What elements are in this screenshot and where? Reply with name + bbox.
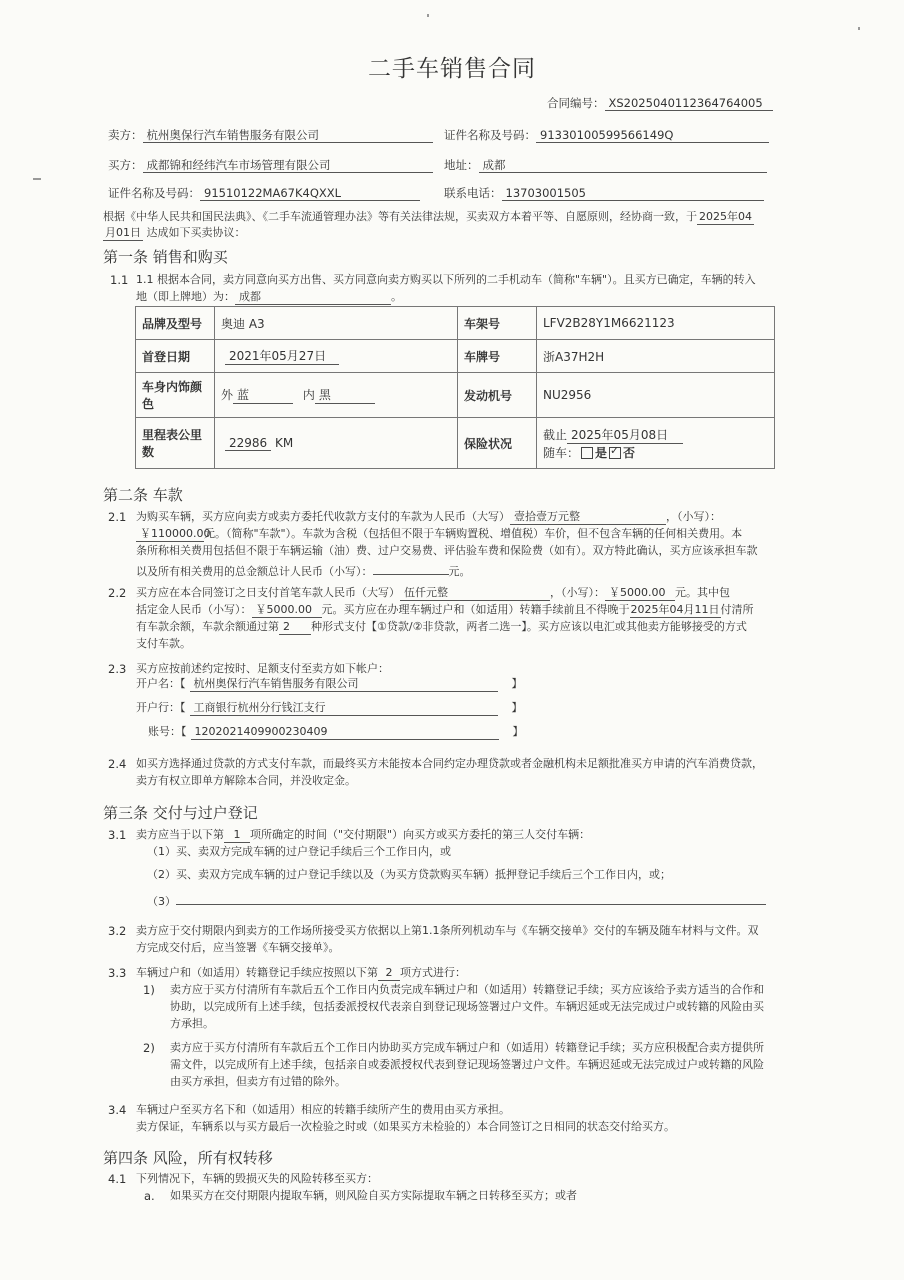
clause-2-1-line3: 条所称相关费用包括但不限于车辆运输（油）费、过户交易费、评估验车费和保险费（如有）。双方特此确认，买方应该承担车款 <box>136 544 758 557</box>
insurance-until <box>543 426 768 444</box>
clause-2-4-line2: 卖方有权立即单方解除本合同，并没收定金。 <box>136 774 356 787</box>
delivery-option: 1 <box>224 828 250 843</box>
clause-2-2-line2 <box>136 603 754 618</box>
clause-2-2-text-c: 元。其中包 <box>675 586 730 599</box>
balance-due-date: 2025年04月11日 <box>630 603 720 616</box>
intro-tail: 达成如下买卖协议： <box>146 226 246 239</box>
scan-speck <box>427 14 429 17</box>
clause-3-3-item1-number: 1) <box>143 983 155 997</box>
account-bank-row <box>136 701 523 716</box>
clause-2-4-number: 2.4 <box>108 757 127 771</box>
clause-2-1-line2 <box>136 527 742 542</box>
clause-3-3-number: 3.3 <box>108 966 127 980</box>
clause-4-1-a-number: a. <box>144 1189 155 1203</box>
clause-2-2-text-b: ，（小写）： <box>550 586 605 599</box>
intro-date2: 月01日 <box>105 226 141 239</box>
color-cell <box>215 373 458 418</box>
reg-cell <box>215 340 458 373</box>
clause-3-3-item2-line2: 需文件，以完成所有上述手续，包括亲自或委派授权代表到登记现场签署过户文件。车辆迟延或无法完成过户或转籍的风险 <box>170 1058 764 1071</box>
buyer-addr-row <box>444 158 767 173</box>
clause-2-1-text-e: 以及所有相关费用的总金额总计人民币（小写）： <box>136 565 373 578</box>
clause-3-2-number: 3.2 <box>108 924 127 938</box>
bracket-close: 】 <box>511 701 523 714</box>
mileage-label: 里程表公里数 <box>136 418 215 469</box>
table-row <box>136 307 775 340</box>
brand-label: 品牌及型号 <box>136 307 215 340</box>
clause-2-1-text-a: 为购买车辆，买方应向卖方或卖方委托代收款方支付的车款为人民币（大写） <box>136 510 510 523</box>
account-name-label: 开户名：【 <box>136 677 186 690</box>
insurance-until-label: 截止 <box>543 427 568 442</box>
ext-color-label: 外 <box>221 388 234 402</box>
bracket-close: 】 <box>511 677 523 690</box>
contract-number-label: 合同编号： <box>547 96 605 110</box>
down-payment-in-words: 伍仟元整 <box>400 586 550 601</box>
intro-line1 <box>103 210 754 225</box>
insurance-cell <box>537 418 775 469</box>
insurance-with-car <box>543 444 768 461</box>
clause-3-1-line1 <box>136 828 590 843</box>
buyer-id-label: 证件名称及号码： <box>108 186 200 200</box>
total-amount-blank[interactable] <box>373 561 449 575</box>
clause-3-1-option3-blank[interactable] <box>176 891 766 905</box>
clause-3-3-item2-line3: 由买方承担，但卖方有过错的除外。 <box>170 1075 346 1088</box>
intro-text: 根据《中华人民共和国民法典》、《二手车流通管理办法》等有关法律法规，买卖双方本着平等、自愿原则，经协商一致，于 <box>103 210 697 223</box>
clause-3-1-text-b: 项所确定的时间（"交付期限"）向买方或买方委托的第三人交付车辆： <box>250 828 591 841</box>
seller-id-row <box>444 128 769 143</box>
clause-1-1-place-label: 地（即上牌地）为： <box>136 290 235 303</box>
bracket-close: 】 <box>512 725 524 738</box>
int-color-value: 黑 <box>315 386 375 404</box>
clause-3-2-line2: 方完成交付后，应当签署《车辆交接单》。 <box>136 941 340 954</box>
int-color-label: 内 <box>302 388 315 402</box>
seller-label: 卖方： <box>108 128 143 142</box>
engine-value: NU2956 <box>537 373 775 418</box>
plate-value: 浙A37H2H <box>537 340 775 373</box>
vehicle-info-table <box>135 306 775 469</box>
table-row <box>136 418 775 469</box>
clause-2-2-line3 <box>136 620 747 635</box>
clause-3-4-line1: 车辆过户至买方名下和（如适用）相应的转籍手续所产生的费用由买方承担。 <box>136 1103 510 1116</box>
buyer-label: 买方： <box>108 158 143 172</box>
reg-label: 首登日期 <box>136 340 215 373</box>
clause-3-1-option1: （1）买、卖双方完成车辆的过户登记手续后三个工作日内，或 <box>147 845 451 858</box>
yes-label: 是 <box>595 445 608 460</box>
scan-speck <box>33 178 41 180</box>
clause-2-1-line1 <box>136 510 721 525</box>
table-row <box>136 373 775 418</box>
insurance-date: 2025年05月08日 <box>567 426 683 444</box>
clause-3-1-text-a: 卖方应当于以下第 <box>136 828 224 841</box>
seller-row <box>108 128 433 143</box>
clause-1-1-line2 <box>136 290 402 305</box>
transfer-option: 2 <box>378 966 400 981</box>
no-label: 否 <box>623 445 636 460</box>
clause-3-3-item1-line3: 方承担。 <box>170 1017 214 1030</box>
buyer-name: 成都锦和经纬汽车市场管理有限公司 <box>143 158 433 173</box>
clause-3-3-item2-number: 2) <box>143 1041 155 1055</box>
clause-2-1-number: 2.1 <box>108 510 127 524</box>
color-label: 车身内饰颜色 <box>136 373 215 418</box>
clause-2-3-number: 2.3 <box>108 662 127 676</box>
clause-1-1-end: 。 <box>391 290 402 303</box>
section-2-title: 第二条 车款 <box>103 486 183 504</box>
mileage-unit: KM <box>275 435 294 450</box>
vin-value: LFV2B28Y1M6621123 <box>537 307 775 340</box>
deposit-amount: ￥5000.00 <box>252 603 322 618</box>
clause-3-3-text-b: 项方式进行： <box>400 966 466 979</box>
clause-2-1-text-f: 元。 <box>448 565 471 578</box>
clause-3-1-option3-label: （3） <box>147 895 176 908</box>
clause-3-3-item2-line1: 卖方应于买方付清所有车款后五个工作日内协助买方完成车辆过户和（如适用）转籍登记手续；买方应积极配合卖方提供所 <box>170 1041 764 1054</box>
clause-2-2-text-g: 有车款余额，车款余额通过第 <box>136 620 279 633</box>
buyer-phone-row <box>444 186 764 201</box>
down-payment-in-figures: ￥5000.00 <box>605 586 675 601</box>
buyer-phone-label: 联系电话： <box>444 186 502 200</box>
contract-title: 二手车销售合同 <box>368 56 536 82</box>
price-in-words: 壹拾壹万元整 <box>510 510 666 525</box>
reg-value: 2021年05月27日 <box>225 347 339 365</box>
buyer-id-value: 91510122MA67K4QXXL <box>200 186 420 201</box>
clause-2-1-text-b: ，（小写）： <box>666 510 721 523</box>
price-in-figures: ￥110000.00 <box>136 527 204 542</box>
clause-3-1-number: 3.1 <box>108 828 127 842</box>
intro-date1: 2025年04 <box>699 210 752 223</box>
buyer-phone-value: 13703001505 <box>502 186 764 201</box>
clause-2-3-text: 买方应按前述约定按时、足额支付至卖方如下帐户： <box>136 662 389 675</box>
scan-speck <box>858 27 860 30</box>
seller-id-label: 证件名称及号码： <box>444 128 536 142</box>
checkbox-no-checked[interactable] <box>609 447 621 459</box>
buyer-addr-label: 地址： <box>444 158 479 172</box>
clause-3-3-text-a: 车辆过户和（如适用）转籍登记手续应按照以下第 <box>136 966 378 979</box>
checkbox-yes[interactable] <box>581 447 593 459</box>
buyer-addr-value: 成都 <box>479 158 767 173</box>
table-row <box>136 340 775 373</box>
clause-2-2-text-a: 买方应在本合同签订之日支付首笔车款人民币（大写） <box>136 586 400 599</box>
clause-4-1-number: 4.1 <box>108 1172 127 1186</box>
plate-label: 车牌号 <box>458 340 537 373</box>
clause-3-4-number: 3.4 <box>108 1103 127 1117</box>
account-number-value: 1202021409900230409 <box>191 725 499 740</box>
clause-3-4-line2: 卖方保证，车辆系以与买方最后一次检验之时或（如果买方未检验的）本合同签订之日相同的状态交付给买方。 <box>136 1120 675 1133</box>
clause-1-1-place: 成都 <box>235 290 391 305</box>
clause-1-1-line1: 1.1 根据本合同，卖方同意向买方出售、买方同意向卖方购买以下所列的二手机动车（简称"车辆"）。且买方已确定，车辆的转入 <box>136 273 756 286</box>
account-number-label: 账号：【 <box>148 725 187 738</box>
vin-label: 车架号 <box>458 307 537 340</box>
section-3-title: 第三条 交付与过户登记 <box>103 804 258 822</box>
clause-3-1-option2: （2）买、卖双方完成车辆的过户登记手续以及（为买方贷款购买车辆）抵押登记手续后三个工作日内，或； <box>147 868 671 881</box>
seller-id-value: 91330100599566149Q <box>536 128 769 143</box>
clause-3-3-item1-line1: 卖方应于买方付清所有车款后五个工作日内负责完成车辆过户和（如适用）转籍登记手续；买方应该给予卖方适当的合作和 <box>170 983 764 996</box>
clause-2-2-text-d: 括定金人民币（小写）： <box>136 603 252 616</box>
clause-2-2-text-f: 付清所 <box>720 603 754 616</box>
account-bank-value: 工商银行杭州分行钱江支行 <box>190 701 498 716</box>
clause-2-2-text-e: 元。买方应在办理车辆过户和（如适用）转籍手续前且不得晚于 <box>321 603 630 616</box>
insurance-with-label: 随车： <box>543 445 580 460</box>
clause-3-3-line1 <box>136 966 466 981</box>
ext-color-value: 蓝 <box>233 386 293 404</box>
account-name-value: 杭州奥保行汽车销售服务有限公司 <box>190 677 498 692</box>
intro-line2 <box>103 226 246 241</box>
insurance-label: 保险状况 <box>458 418 537 469</box>
clause-3-2-line1: 卖方应于交付期限内到卖方的工作场所接受买方依据以上第1.1条所列机动车与《车辆交接单》交付的车辆及随车材料与文件。双 <box>136 924 759 937</box>
mileage-value: 22986 <box>225 436 271 451</box>
clause-3-1-option3 <box>147 891 766 909</box>
account-name-row <box>136 677 523 692</box>
seller-name: 杭州奥保行汽车销售服务有限公司 <box>143 128 433 143</box>
contract-number-value: XS2025040112364764005 <box>605 96 773 111</box>
engine-label: 发动机号 <box>458 373 537 418</box>
buyer-id-row <box>108 186 420 201</box>
mileage-cell <box>215 418 458 469</box>
clause-4-1-a-text: 如果买方在交付期限内提取车辆，则风险自买方实际提取车辆之日转移至买方；或者 <box>170 1189 577 1202</box>
clause-2-1-text-c: 元。（简称"车款"）。车款为含税（包括但不限于车辆购置税、增值税）车价，但不包含车辆的任何相关费用。本 <box>204 527 743 540</box>
clause-2-2-number: 2.2 <box>108 586 127 600</box>
section-1-title: 第一条 销售和购买 <box>103 248 228 266</box>
buyer-row <box>108 158 433 173</box>
clause-2-2-text-h: 种形式支付【①贷款/②非贷款，两者二选一】。买方应该以电汇或其他卖方能够接受的方式 <box>311 620 747 633</box>
payment-method-option: 2 <box>279 620 311 635</box>
brand-value: 奥迪 A3 <box>215 307 458 340</box>
clause-4-1-text: 下列情况下，车辆的毁损灭失的风险转移至买方： <box>136 1172 378 1185</box>
clause-2-4-line1: 如买方选择通过贷款的方式支付车款，而最终买方未能按本合同约定办理贷款或者金融机构未足额批准买方申请的汽车消费贷款， <box>136 757 763 770</box>
clause-2-1-line4 <box>136 561 471 579</box>
account-number-row <box>148 725 524 740</box>
clause-1-1-number: 1.1 <box>110 273 129 287</box>
clause-3-3-item1-line2: 协助，以完成所有上述手续，包括委派授权代表亲自到登记现场签署过户文件。车辆迟延或无法完成过户或转籍的风险由买 <box>170 1000 764 1013</box>
contract-number <box>547 96 773 111</box>
account-bank-label: 开户行：【 <box>136 701 186 714</box>
clause-2-2-line1 <box>136 586 730 601</box>
section-4-title: 第四条 风险，所有权转移 <box>103 1149 273 1167</box>
clause-2-2-line4: 支付车款。 <box>136 637 191 650</box>
